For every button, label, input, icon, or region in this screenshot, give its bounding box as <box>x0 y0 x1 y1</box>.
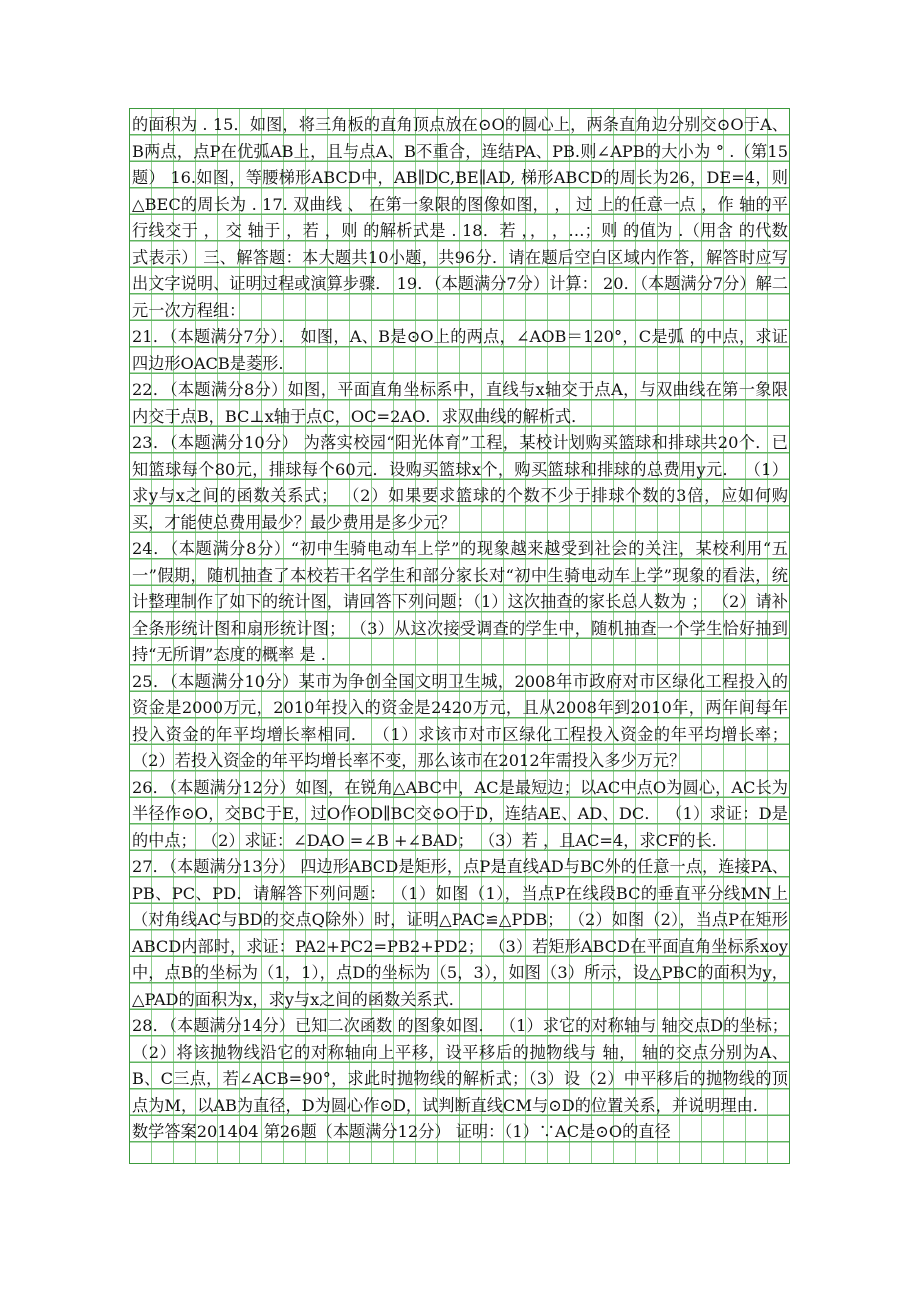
paragraph-question-25: 25．（本题满分10分）某市为争创全国文明卫生城，2008年市政府对市区绿化工程投入的资金是2000万元，2010年投入的资金是2420万元，且从2008年到2010年，两年间每年投入资金的年平均增长率相同． （1）求该市对市区绿化工程投入资金的年平均增长率； （2）若投入资金的年平均增长率不变，那么该市在2012年需投入多少万元？ <box>132 671 788 770</box>
paragraph-question-21: 21．（本题满分7分）． 如图，A、B是⊙O上的两点，∠AOB＝120°，C是弧 的中点，求证四边形OACB是菱形. <box>132 327 788 373</box>
paragraph-questions-15-20: 的面积为 . 15．如图，将三角板的直角顶点放在⊙O的圆心上，两条直角边分别交⊙O于A、B两点，点P在优弧AB上，且与点A、B不重合，连结PA、PB.则∠APB的大小为 ° .（第15题） 16.如图，等腰梯形ABCD中，AB∥DC,BE∥AD, 梯形ABCD的周长为26，DE=4，则△BEC的周长为 . 17. 双曲线 、 在第一象限的图像如图， ， 过 上的任意一点 ，作 轴的平行线交于 ， 交 轴于 ，若 ，则 的解析式是 . 18．若 ，， ，…；则 的值为 .（用含 的代数式表示） 三、解答题：本大题共10小题，共96分．请在题后空白区域内作答，解答时应写出文字说明、证明过程或演算步骤． 19．（本题满分7分）计算： 20．（本题满分7分）解二元一次方程组： <box>132 115 788 320</box>
paragraph-question-28: 28．（本题满分14分）已知二次函数 的图象如图． （1）求它的对称轴与 轴交点D的坐标； （2）将该抛物线沿它的对称轴向上平移，设平移后的抛物线与 轴， 轴的交点分别为A、B、C三点，若∠ACB=90°，求此时抛物线的解析式；（3）设（2）中平移后的抛物线的顶点为M，以AB为直径，D为圆心作⊙D，试判断直线CM与⊙D的位置关系，并说明理由. <box>132 1016 788 1115</box>
paragraph-question-27: 27．（本题满分13分） 四边形ABCD是矩形，点P是直线AD与BC外的任意一点，连接PA、PB、PC、PD．请解答下列问题： （1）如图（1），当点P在线段BC的垂直平分线MN上（对角线AC与BD的交点Q除外）时，证明△PAC≌△PDB； （2）如图（2），当点P在矩形ABCD内部时，求证：PA2+PC2=PB2+PD2； （3）若矩形ABCD在平面直角坐标系xoy中，点B的坐标为（1，1），点D的坐标为（5，3），如图（3）所示，设△PBC的面积为y，△PAD的面积为x，求y与x之间的函数关系式． <box>132 857 788 1009</box>
exam-page-grid <box>129 108 790 1164</box>
paragraph-question-22: 22．（本题满分8分）如图，平面直角坐标系中，直线与x轴交于点A，与双曲线在第一象限内交于点B，BC⊥x轴于点C，OC=2AO．求双曲线的解析式． <box>132 380 788 426</box>
paragraph-question-24: 24．（本题满分8分）“初中生骑电动车上学”的现象越来越受到社会的关注，某校利用“五一”假期，随机抽查了本校若干名学生和部分家长对“初中生骑电动车上学”现象的看法，统计整理制作了如下的统计图，请回答下列问题：（1）这次抽查的家长总人数为 ； （2）请补全条形统计图和扇形统计图； （3）从这次接受调查的学生中，随机抽查一个学生恰好抽到持“无所谓”态度的概率 是 . <box>132 539 788 664</box>
paragraph-answer-header: 数学答案201404 第26题（本题满分12分） 证明：（1）∵AC是⊙O的直径 <box>132 1122 671 1141</box>
paragraph-question-23: 23．（本题满分10分） 为落实校园“阳光体育”工程，某校计划购买篮球和排球共20个．已知篮球每个80元，排球每个60元．设购买篮球x个，购买篮球和排球的总费用y元． （1）求y与x之间的函数关系式； （2）如果要求篮球的个数不少于排球个数的3倍，应如何购买，才能使总费用最少？最少费用是多少元？ <box>132 433 788 532</box>
paragraph-question-26: 26．（本题满分12分）如图，在锐角△ABC中，AC是最短边；以AC中点O为圆心，AC长为半径作⊙O，交BC于E，过O作OD∥BC交⊙O于D，连结AE、AD、DC． （1）求证：D是 的中点； （2）求证：∠DAO =∠B +∠BAD； （3）若 ，且AC=4，求CF的长． <box>132 777 788 850</box>
exam-text-body <box>132 112 788 1146</box>
